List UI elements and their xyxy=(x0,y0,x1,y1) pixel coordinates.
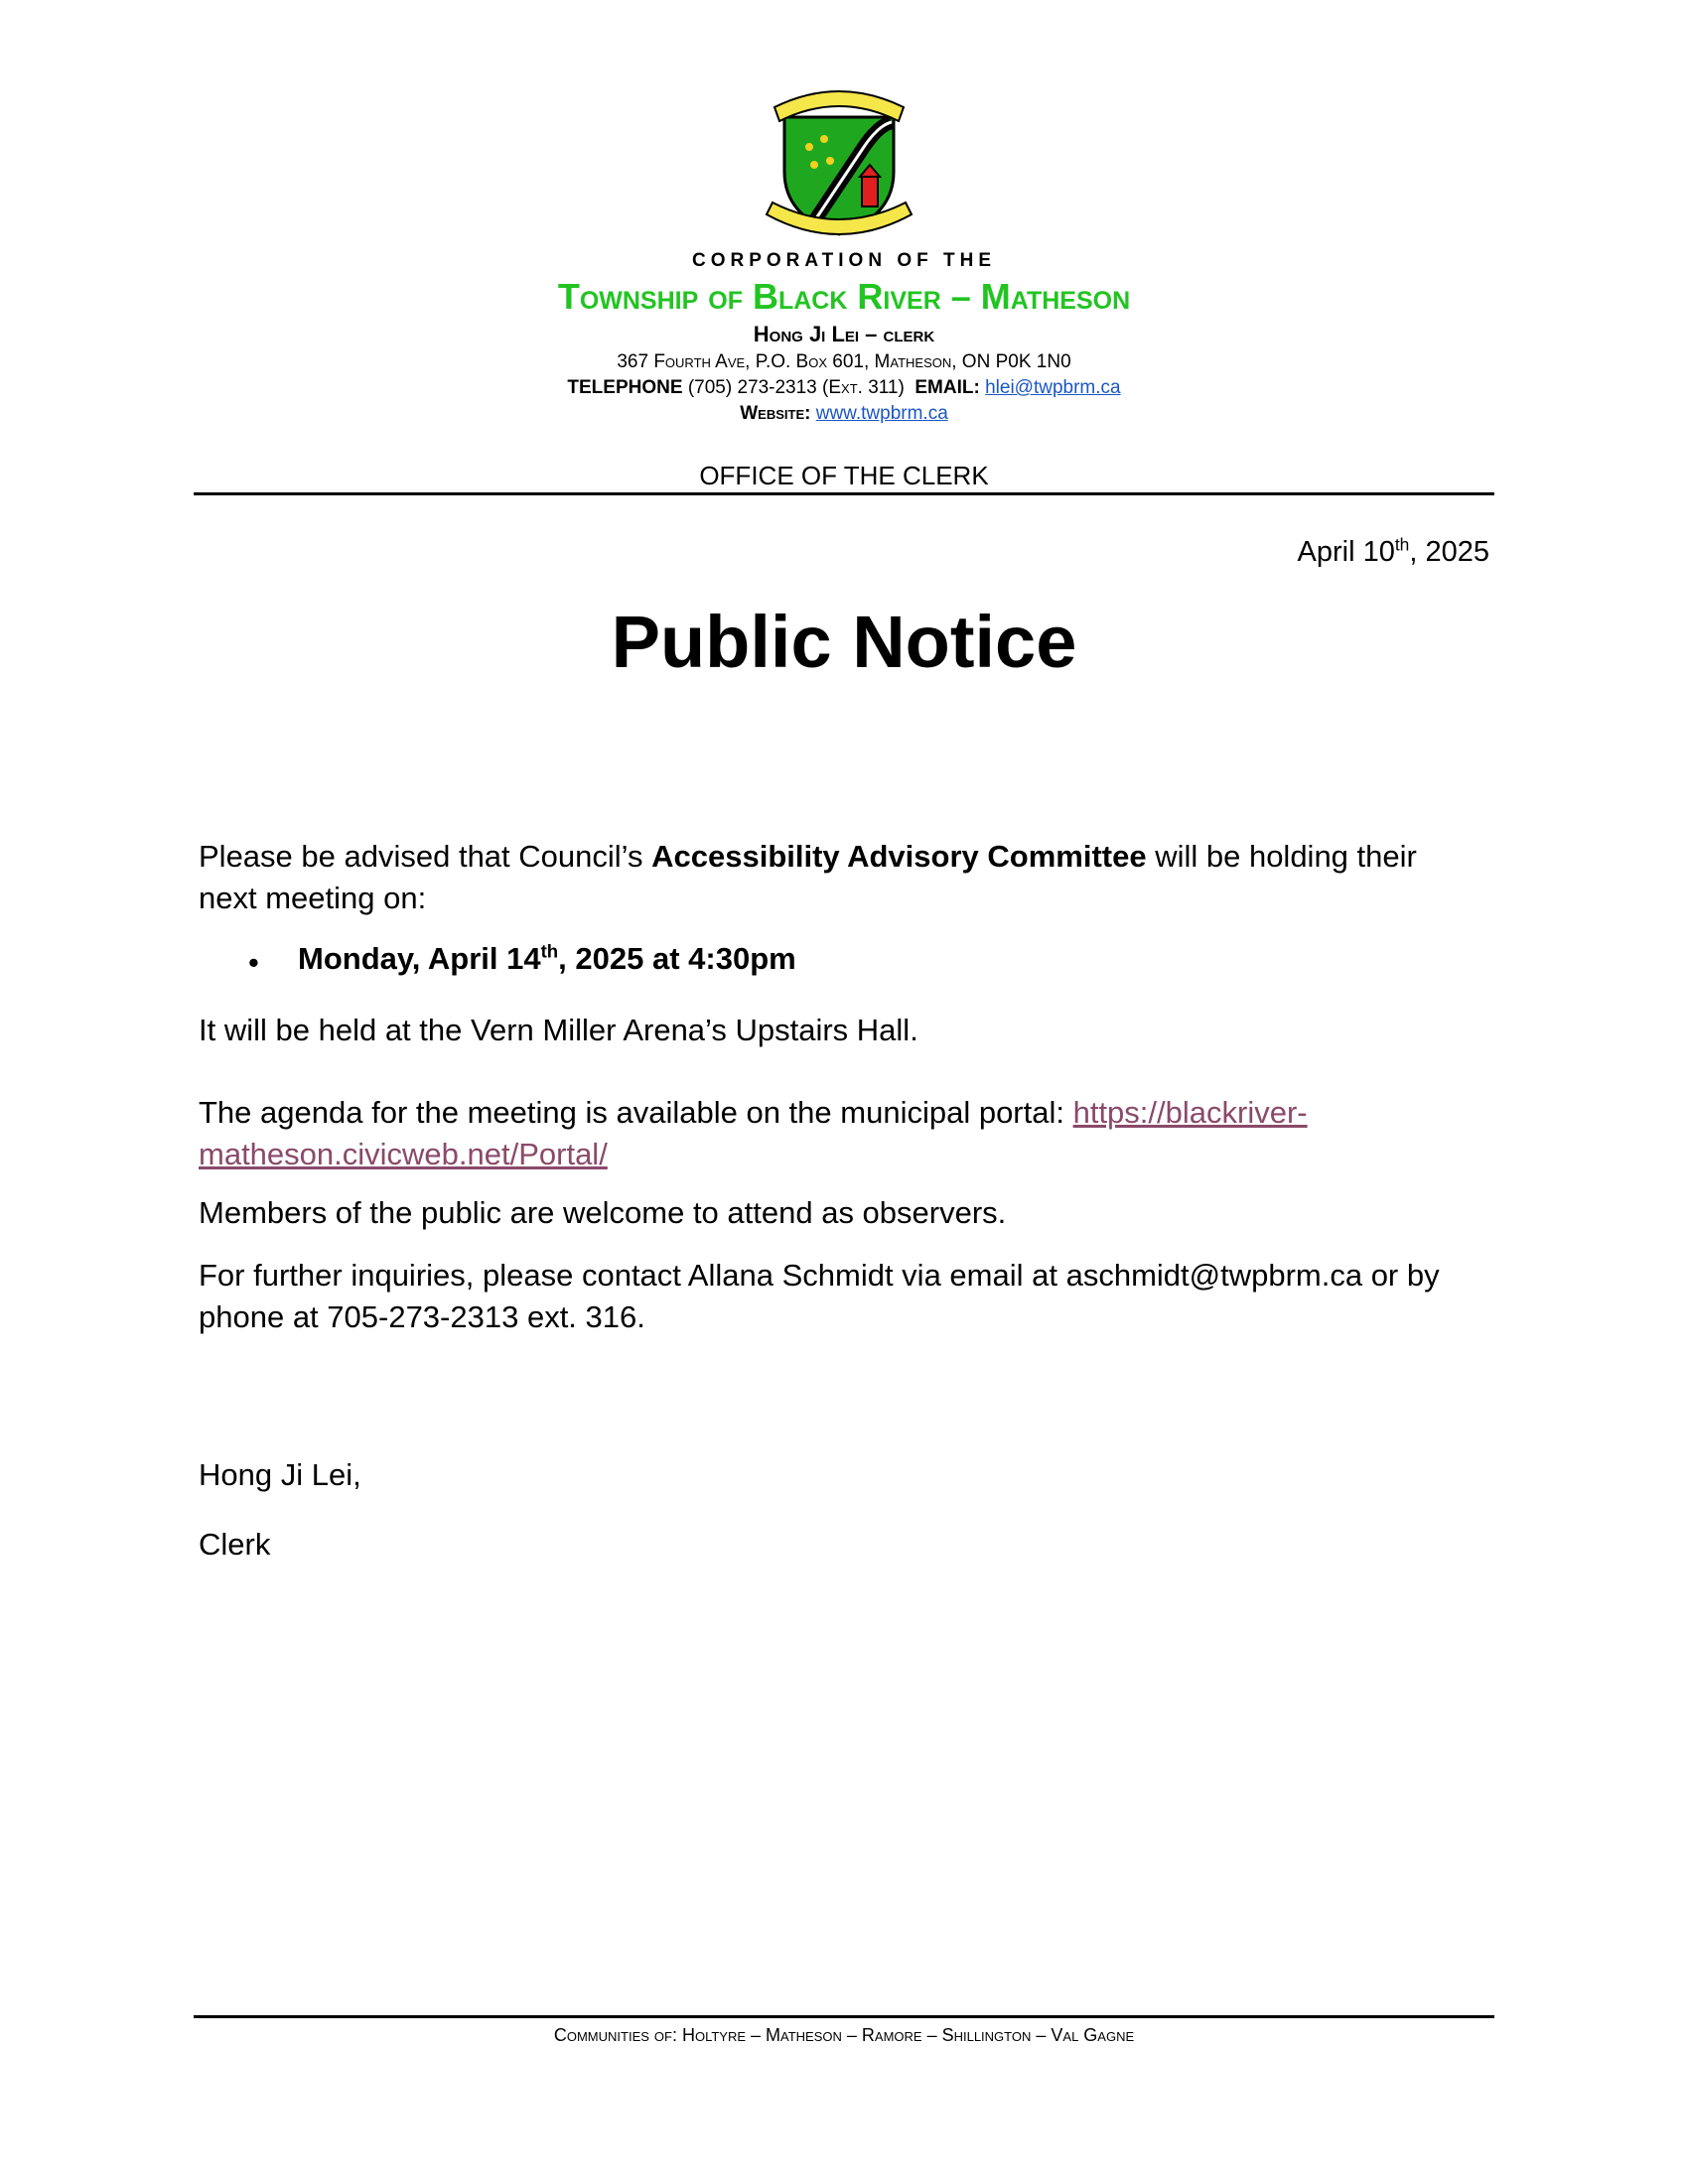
advisory-text-end: will be holding their next meeting on: xyxy=(199,839,1417,915)
meeting-date-main: Monday, April 14 xyxy=(298,941,541,976)
address-line: 367 Fourth Ave, P.O. Box 601, Matheson, ON P0K 1N0 xyxy=(617,351,1071,372)
meeting-date-suffix: th xyxy=(540,940,559,962)
signature-name: Hong Ji Lei, xyxy=(199,1457,361,1492)
public-paragraph: Members of the public are welcome to attend as observers. xyxy=(199,1195,1007,1230)
signature-title: Clerk xyxy=(199,1527,271,1562)
notice-date xyxy=(1298,536,1489,569)
date-suffix: th xyxy=(1394,534,1410,555)
office-heading: OFFICE OF THE CLERK xyxy=(699,461,989,490)
date-year: , 2025 xyxy=(1409,536,1489,568)
agenda-paragraph xyxy=(199,1092,1470,1175)
contact-line xyxy=(0,377,1688,399)
website-label: Website: xyxy=(740,403,811,424)
clerk-name-line: Hong Ji Lei – clerk xyxy=(753,322,935,346)
footer-communities: Communities of: Holtyre – Matheson – Ramore – Shillington – Val Gagne xyxy=(553,2025,1135,2045)
location-paragraph: It will be held at the Vern Miller Arena’s Upstairs Hall. xyxy=(199,1013,918,1047)
telephone-number: (705) 273-2313 (Ext. 311) xyxy=(687,377,905,398)
website-link[interactable]: www.twpbrm.ca xyxy=(815,403,948,424)
agenda-text: The agenda for the meeting is available on the municipal portal: xyxy=(199,1095,1073,1130)
header-divider xyxy=(194,492,1494,495)
telephone-label: TELEPHONE xyxy=(567,377,683,398)
meeting-datetime xyxy=(298,941,796,977)
page-title: Public Notice xyxy=(611,601,1077,683)
footer-divider xyxy=(194,2015,1494,2018)
committee-name: Accessibility Advisory Committee xyxy=(651,839,1147,874)
township-seal-icon xyxy=(755,77,923,246)
advisory-text-start: Please be advised that Council’s xyxy=(199,839,652,874)
portal-link[interactable]: https://blackriver-matheson.civicweb.net/Portal/ xyxy=(199,1095,1308,1171)
website-line xyxy=(0,403,1688,425)
bullet-icon: • xyxy=(248,945,259,980)
meeting-date-rest: , 2025 at 4:30pm xyxy=(558,941,796,976)
date-main: April 10 xyxy=(1297,536,1395,568)
township-name: Township of Black River – Matheson xyxy=(557,276,1131,317)
email-label: EMAIL: xyxy=(914,377,980,398)
clerk-email-link[interactable]: hlei@twpbrm.ca xyxy=(985,377,1121,398)
inquiries-paragraph: For further inquiries, please contact Allana Schmidt via email at aschmidt@twpbrm.ca or by phone at 705-273-2313 ext. 316. xyxy=(199,1258,1440,1334)
advisory-paragraph xyxy=(199,836,1470,919)
corporation-line: CORPORATION OF THE xyxy=(691,250,997,271)
